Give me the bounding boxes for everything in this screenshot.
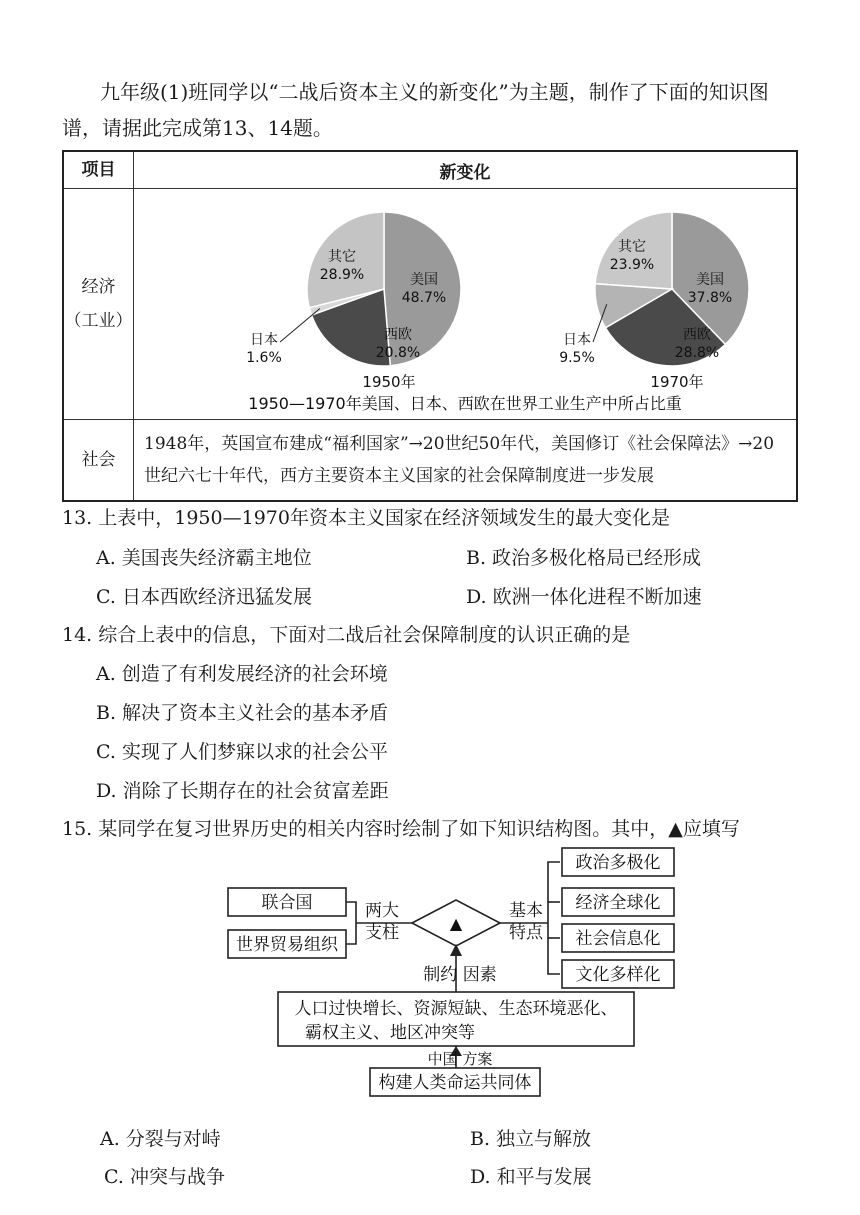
economy-label [63, 189, 134, 420]
q14-option-b: B. 解决了资本主义社会的基本矛盾 [96, 702, 389, 724]
q14-stem: 14. 综合上表中的信息，下面对二战后社会保障制度的认识正确的是 [62, 624, 631, 646]
economy-chart-cell [134, 189, 798, 420]
pie-label-0-0: 美国 [410, 272, 438, 288]
social-label: 社会 [63, 420, 134, 502]
intro-line-2: 谱，请据此完成第13、14题。 [62, 116, 333, 140]
q13-stem: 13. 上表中，1950—1970年资本主义国家在经济领域发生的最大变化是 [62, 507, 670, 529]
q15-option-c: C. 冲突与战争 [104, 1166, 225, 1188]
constraint-line-1: 人口过快增长、资源短缺、生态环境恶化、 [294, 999, 618, 1019]
q15-option-b: B. 独立与解放 [470, 1128, 592, 1150]
right-label-1: 政治多极化 [575, 853, 661, 873]
pie-value-1-1: 28.8% [674, 345, 720, 361]
arrow-up-icon [450, 944, 462, 956]
feature-label-1: 基本 [509, 901, 543, 921]
pie-label-1-1: 西欧 [683, 327, 711, 343]
q13-option-d: D. 欧洲一体化进程不断加速 [466, 586, 702, 608]
pillar-label-1: 两大 [365, 901, 399, 921]
pie-value-0-1: 20.8% [375, 345, 421, 361]
q13-option-b: B. 政治多极化格局已经形成 [466, 547, 702, 569]
pie-value-1-3: 23.9% [609, 257, 655, 273]
chart-caption: 1950—1970年美国、日本、西欧在世界工业生产中所占比重 [248, 394, 682, 413]
social-row [63, 420, 797, 502]
right-label-3: 社会信息化 [575, 929, 661, 949]
intro-line-1: 九年级(1)班同学以“二战后资本主义的新变化”为主题，制作了下面的知识图 [100, 80, 769, 104]
pie-label-1-3: 其它 [618, 239, 646, 255]
constraint-line-2: 霸权主义、地区冲突等 [305, 1023, 475, 1043]
pie-year-label-0: 1950年 [362, 373, 416, 391]
col-item-header: 项目 [63, 151, 134, 189]
center-triangle: ▲ [449, 914, 463, 933]
pie-leader-line-0 [280, 308, 320, 342]
right-label-2: 经济全球化 [575, 893, 661, 913]
q14-option-d: D. 消除了长期存在的社会贫富差距 [96, 780, 389, 802]
pie-year-label-1: 1970年 [650, 373, 704, 391]
pillar-label-2: 支柱 [365, 923, 399, 943]
pie-label-1-2: 日本 [563, 332, 591, 348]
col-change-header: 新变化 [134, 151, 798, 189]
q14-option-c: C. 实现了人们梦寐以求的社会公平 [96, 741, 388, 763]
constraint-label: 制约 因素 [423, 965, 497, 985]
pie-label-0-3: 其它 [328, 249, 356, 265]
pie-label-0-1: 西欧 [384, 327, 412, 343]
right-label-4: 文化多样化 [575, 965, 661, 985]
pie-label-0-2: 日本 [250, 332, 278, 348]
economy-row [63, 189, 797, 420]
pie-value-0-3: 28.9% [319, 267, 365, 283]
wto-label: 世界贸易组织 [236, 935, 338, 955]
feature-label-2: 特点 [509, 923, 543, 943]
q13-option-c: C. 日本西欧经济迅猛发展 [96, 586, 312, 608]
pie-label-1-0: 美国 [696, 272, 724, 288]
pie-value-1-2: 9.5% [559, 350, 595, 366]
economy-label-line1: 经济 [81, 277, 116, 297]
economy-label-line2: （工业） [64, 311, 133, 331]
bottom-label: 构建人类命运共同体 [378, 1073, 532, 1093]
q15-stem: 15. 某同学在复习世界历史的相关内容时绘制了如下知识结构图。其中，▲应填写 [62, 818, 740, 840]
social-text: 1948年，英国宣布建成“福利国家”→20世纪50年代，美国修订《社会保障法》→20世纪六七十年代，西方主要资本主义国家的社会保障制度进一步发展 [134, 420, 798, 502]
q14-option-a: A. 创造了有利发展经济的社会环境 [96, 663, 388, 685]
q15-option-d: D. 和平与发展 [470, 1166, 592, 1188]
knowledge-table [62, 150, 798, 502]
table-header-row [63, 151, 797, 189]
q13-option-a: A. 美国丧失经济霸主地位 [96, 547, 312, 569]
pie-value-0-2: 1.6% [246, 350, 282, 366]
knowledge-structure-diagram [0, 840, 860, 1110]
un-label: 联合国 [261, 893, 313, 913]
pie-value-1-0: 37.8% [687, 290, 733, 306]
pie-charts [134, 189, 796, 414]
pie-value-0-0: 48.7% [401, 290, 447, 306]
china-label: 中国 方案 [427, 1050, 493, 1068]
q15-option-a: A. 分裂与对峙 [100, 1128, 221, 1150]
